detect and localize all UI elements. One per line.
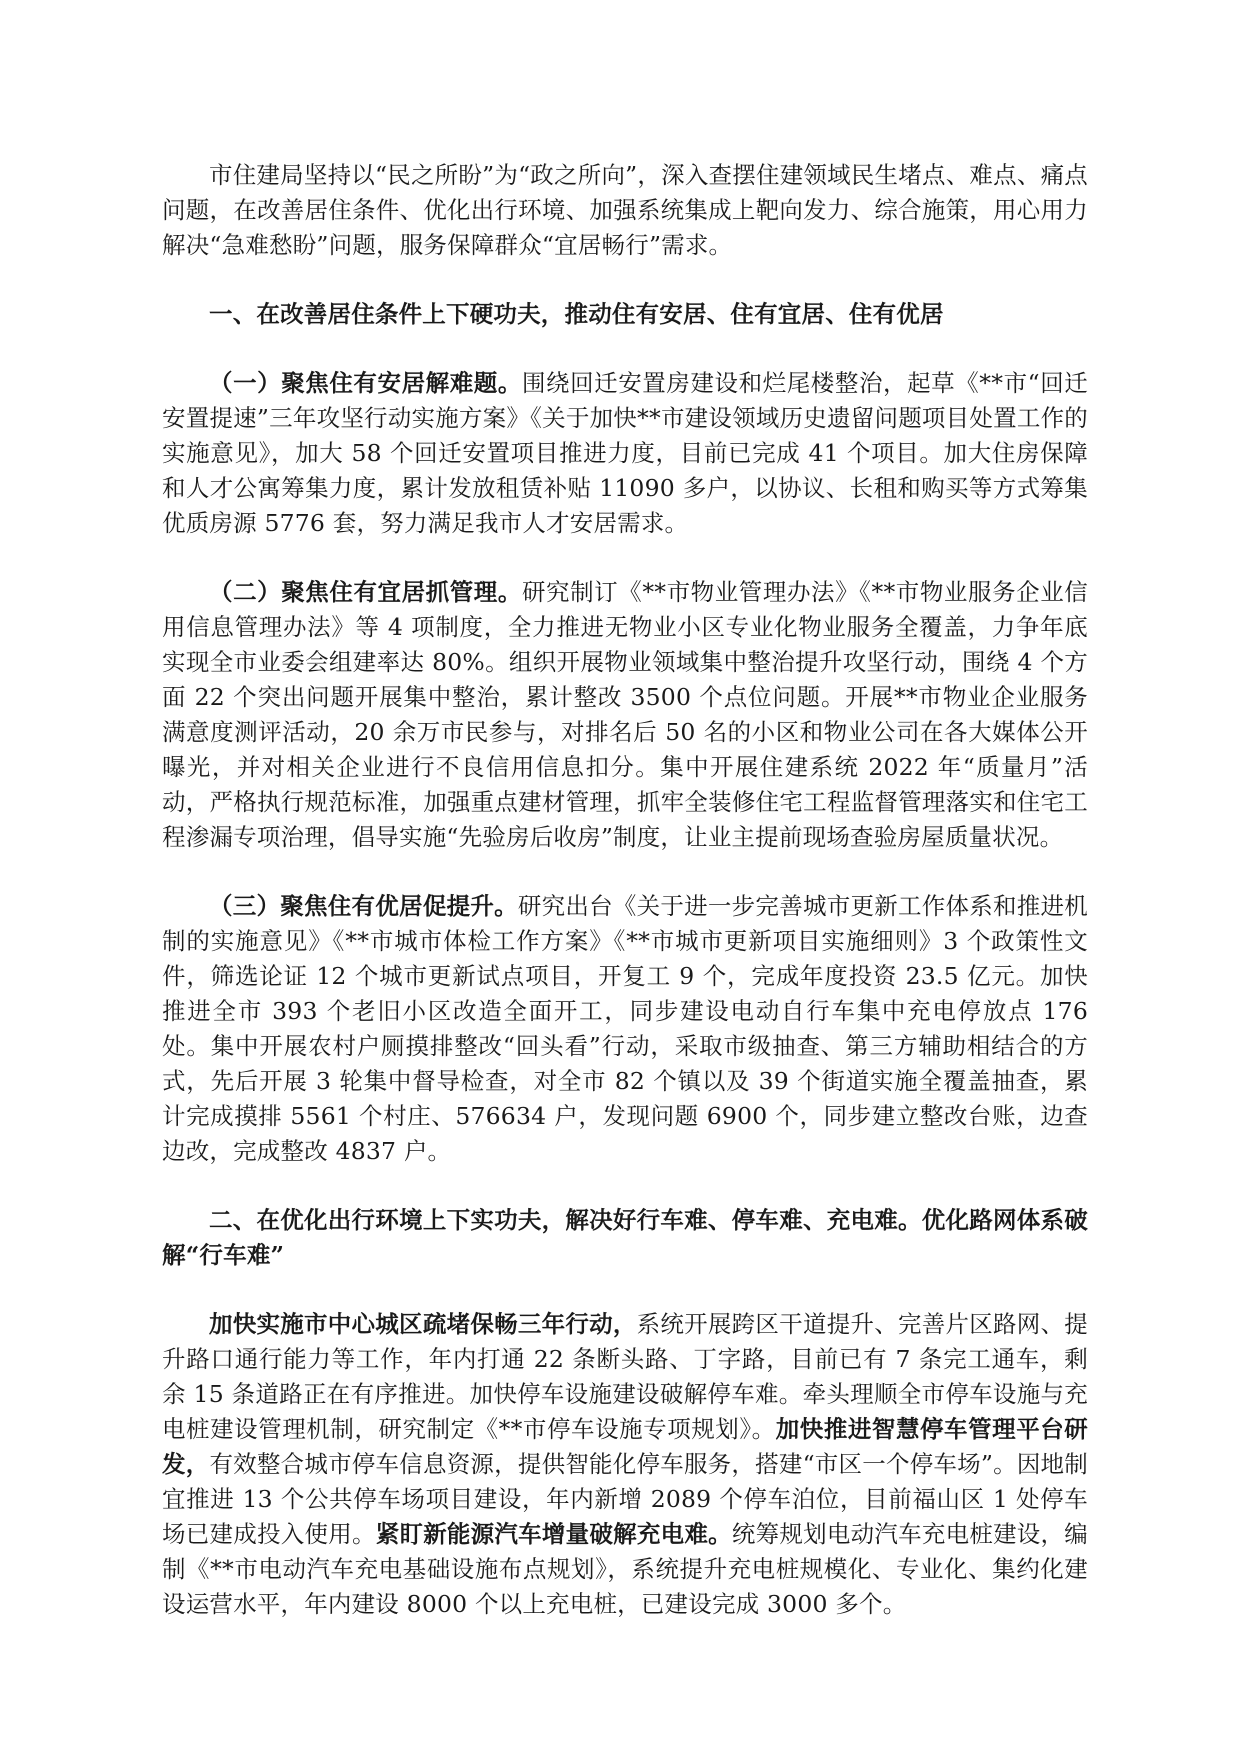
section-2-paragraph bbox=[162, 1307, 1088, 1622]
intro-paragraph: 市住建局坚持以“民之所盼”为“政之所向”，深入查摆住建领域民生堵点、难点、痛点问题，在改善居住条件、优化出行环境、加强系统集成上靶向发力、综合施策，用心用力解决“急难愁盼”问题，服务保障群众“宜居畅行”需求。 bbox=[162, 161, 1088, 259]
section-1-item-3 bbox=[162, 889, 1088, 1169]
section-2-lead-1: 加快实施市中心城区疏堵保畅三年行动， bbox=[209, 1310, 637, 1338]
section-2-body-2: 有效整合城市停车信息资源，提供智能化停车服务，搭建“市区一个停车场”。因地制宜推进 13 个公共停车场项目建设，年内新增 2089 个停车泊位，目前福山区 1 处停车场已建成投入使用。 bbox=[162, 1450, 1088, 1548]
section-2-body-3: 统筹规划电动汽车充电桩建设，编制《**市电动汽车充电基础设施布点规划》，系统提升充电桩规模化、专业化、集约化建设运营水平，年内建设 8000 个以上充电桩，已建设完成 3000 多个。 bbox=[162, 1520, 1088, 1618]
item-3-lead: （三）聚焦住有优居促提升。 bbox=[209, 892, 518, 920]
item-3-body: 研究出台《关于进一步完善城市更新工作体系和推进机制的实施意见》《**市城市体检工作方案》《**市城市更新项目实施细则》3 个政策性文件，筛选论证 12 个城市更新试点项目，开复工 9 个，完成年度投资 23.5 亿元。加快推进全市 393 个老旧小区改造全面开工，同步建设电动自行车集中充电停放点 176 处。集中开展农村户厕摸排整改“回头看”行动，采取市级抽查、第三方辅助相结合的方式，先后开展 3 轮集中督导检查，对全市 82 个镇以及 39 个街道实施全覆盖抽查，累计完成摸排 5561 个村庄、576634 户，发现问题 6900 个，同步建立整改台账，边查边改，完成整改 4837 户。 bbox=[162, 892, 1088, 1165]
section-1-item-2 bbox=[162, 575, 1088, 855]
section-1-heading: 一、在改善居住条件上下硬功夫，推动住有安居、住有宜居、住有优居 bbox=[209, 300, 944, 328]
item-2-lead: （二）聚焦住有宜居抓管理。 bbox=[209, 578, 522, 606]
section-2-body-1: 系统开展跨区干道提升、完善片区路网、提升路口通行能力等工作，年内打通 22 条断头路、丁字路，目前已有 7 条完工通车，剩余 15 条道路正在有序推进。加快停车设施建设破解停车难。牵头理顺全市停车设施与充电桩建设管理机制，研究制定《**市停车设施专项规划》。 bbox=[162, 1310, 1088, 1443]
section-1-item-1 bbox=[162, 366, 1088, 541]
section-2-heading: 二、在优化出行环境上下实功夫，解决好行车难、停车难、充电难。优化路网体系破解“行车难” bbox=[162, 1206, 1088, 1269]
section-2-lead-3: 紧盯新能源汽车增量破解充电难。 bbox=[375, 1520, 732, 1548]
item-1-body: 围绕回迁安置房建设和烂尾楼整治，起草《**市“回迁安置提速”三年攻坚行动实施方案》《关于加快**市建设领域历史遗留问题项目处置工作的实施意见》，加大 58 个回迁安置项目推进力度，目前已完成 41 个项目。加大住房保障和人才公寓筹集力度，累计发放租赁补贴 11090 多户，以协议、长租和购买等方式筹集优质房源 5776 套，努力满足我市人才安居需求。 bbox=[162, 369, 1088, 537]
document-body bbox=[162, 158, 1088, 1622]
item-2-body: 研究制订《**市物业管理办法》《**市物业服务企业信用信息管理办法》等 4 项制度，全力推进无物业小区专业化物业服务全覆盖，力争年底实现全市业委会组建率达 80%。组织开展物业领域集中整治提升攻坚行动，围绕 4 个方面 22 个突出问题开展集中整治，累计整改 3500 个点位问题。开展**市物业企业服务满意度测评活动，20 余万市民参与，对排名后 50 名的小区和物业公司在各大媒体公开曝光，并对相关企业进行不良信用信息扣分。集中开展住建系统 2022 年“质量月”活动，严格执行规范标准，加强重点建材管理，抓牢全装修住宅工程监督管理落实和住宅工程渗漏专项治理，倡导实施“先验房后收房”制度，让业主提前现场查验房屋质量状况。 bbox=[162, 578, 1088, 851]
section-2-lead-2: 加快推进智慧停车管理平台研发， bbox=[162, 1415, 1088, 1478]
item-1-lead: （一）聚焦住有安居解难题。 bbox=[209, 369, 522, 397]
